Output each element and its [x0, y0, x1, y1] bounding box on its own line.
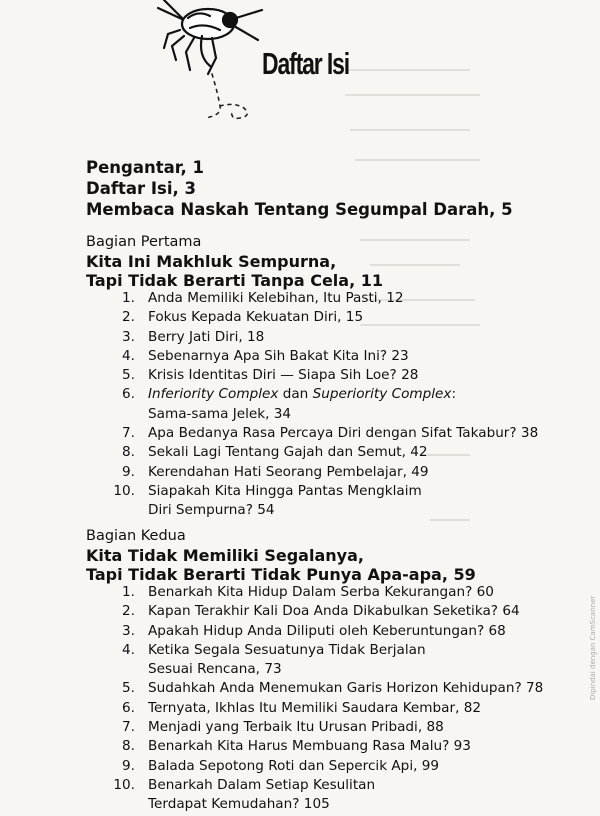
- chapter-title: Kapan Terakhir Kali Doa Anda Dikabulkan Seketika? 64: [148, 603, 520, 620]
- part1-title-line2: Tapi Tidak Berarti Tanpa Cela, 11: [86, 271, 383, 290]
- part2-title-line2: Tapi Tidak Berarti Tidak Punya Apa-apa, 59: [86, 565, 476, 584]
- chapter-number: 3.: [122, 328, 135, 345]
- chapter-title: Krisis Identitas Diri — Siapa Sih Loe? 28: [148, 367, 419, 384]
- chapter-title-continuation: Sesuai Rencana, 73: [148, 661, 282, 678]
- front-matter-list: [86, 157, 513, 220]
- chapter-number: 7.: [122, 425, 135, 442]
- chapter-title: Anda Memiliki Kelebihan, Itu Pasti, 12: [148, 290, 404, 306]
- chapter-number: 3.: [122, 622, 135, 639]
- chapter-title: Ketika Segala Sesuatunya Tidak Berjalan: [148, 641, 426, 658]
- chapter-number: 2.: [122, 309, 135, 326]
- part1-title-line1: Kita Ini Makhluk Sempurna,: [86, 252, 337, 271]
- chapter-title-continuation: Terdapat Kemudahan? 105: [148, 796, 330, 813]
- chapter-number: 2.: [122, 603, 135, 620]
- chapter-number: 4.: [122, 641, 135, 658]
- chapter-number: 1.: [122, 290, 135, 306]
- chapter-title: Balada Sepotong Roti dan Sepercik Api, 99: [148, 757, 440, 774]
- chapter-number: 5.: [122, 367, 135, 384]
- chapter-title: [148, 386, 456, 402]
- scanner-watermark: Dipindai dengan CamScanner: [589, 595, 597, 700]
- chapter-title: Benarkah Kita Hidup Dalam Serba Kekurangan? 60: [148, 584, 494, 600]
- chapter-title: Apakah Hidup Anda Diliputi oleh Keberuntungan? 68: [148, 622, 506, 639]
- chapter-title: Menjadi yang Terbaik Itu Urusan Pribadi, 88: [148, 719, 444, 736]
- chapter-title: Ternyata, Ikhlas Itu Memiliki Saudara Kembar, 82: [148, 699, 482, 716]
- front-matter-item: Daftar Isi, 3: [86, 179, 197, 198]
- chapter-title: Kerendahan Hati Seorang Pembelajar, 49: [148, 463, 429, 480]
- chapter-number: 10.: [113, 776, 135, 793]
- chapter-title: Benarkah Kita Harus Membuang Rasa Malu? 93: [148, 738, 471, 755]
- chapter-number: 9.: [122, 463, 135, 480]
- chapter-title: Benarkah Dalam Setiap Kesulitan: [148, 776, 376, 793]
- chapter-number: 1.: [122, 584, 135, 600]
- mosquito-illustration: [150, 0, 270, 128]
- chapter-title-italic: Inferiority Complex: [148, 386, 279, 403]
- chapter-title-tail: :: [451, 386, 457, 403]
- chapter-title: Apa Bedanya Rasa Percaya Diri dengan Sifat Takabur? 38: [148, 425, 539, 442]
- chapter-number: 9.: [122, 757, 135, 774]
- chapter-title: Siapakah Kita Hingga Pantas Mengklaim: [148, 482, 422, 499]
- chapter-title: Sudahkah Anda Menemukan Garis Horizon Kehidupan? 78: [148, 680, 544, 697]
- part1-label: Bagian Pertama: [86, 234, 202, 250]
- chapter-number: 8.: [122, 444, 135, 461]
- chapter-title: Berry Jati Diri, 18: [148, 328, 265, 345]
- front-matter-item: Membaca Naskah Tentang Segumpal Darah, 5: [86, 200, 513, 219]
- chapter-title: Sekali Lagi Tentang Gajah dan Semut, 42: [148, 444, 428, 461]
- part2-title-line1: Kita Tidak Memiliki Segalanya,: [86, 546, 364, 565]
- chapter-number: 10.: [113, 482, 135, 499]
- chapter-number: 5.: [122, 680, 135, 697]
- chapter-title-continuation: Sama-sama Jelek, 34: [148, 405, 292, 422]
- chapter-number: 4.: [122, 347, 135, 364]
- front-matter-item: Pengantar, 1: [86, 158, 204, 177]
- page-title: Daftar Isi: [262, 46, 350, 81]
- chapter-title-italic: Superiority Complex: [312, 386, 452, 403]
- chapter-number: 8.: [122, 738, 135, 755]
- chapter-number: 6.: [122, 699, 135, 716]
- chapter-title-continuation: Diri Sempurna? 54: [148, 502, 275, 519]
- chapter-title-mid: dan: [278, 386, 313, 403]
- chapter-number: 7.: [122, 719, 135, 736]
- chapter-number: 6.: [122, 386, 135, 403]
- chapter-title: Sebenarnya Apa Sih Bakat Kita Ini? 23: [148, 347, 409, 364]
- part2-label: Bagian Kedua: [86, 528, 186, 544]
- chapter-title: Fokus Kepada Kekuatan Diri, 15: [148, 309, 364, 326]
